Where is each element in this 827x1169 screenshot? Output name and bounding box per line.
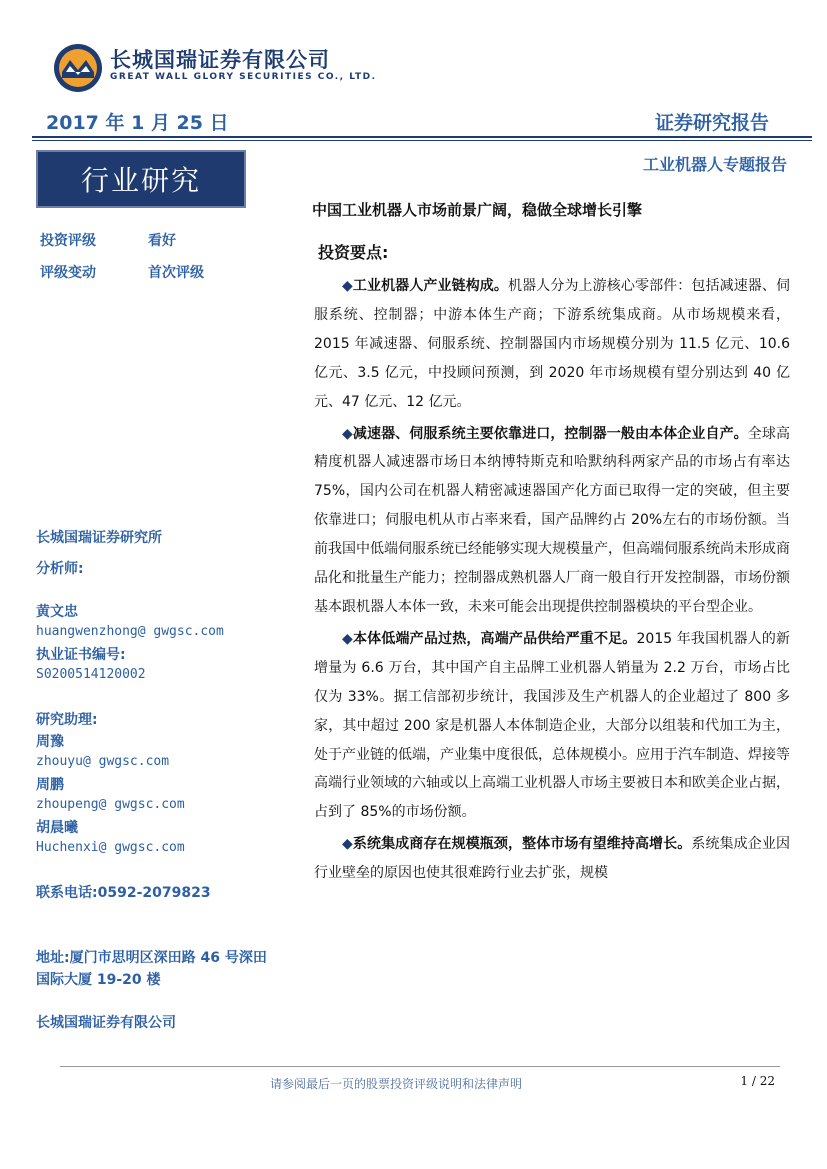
rating-value: 看好 <box>148 233 176 249</box>
rating-change-value: 首次评级 <box>148 265 204 281</box>
paragraph-lead: 工业机器人产业链构成。 <box>352 278 509 294</box>
assistant-2-email: zhoupeng@ gwgsc.com <box>36 797 185 812</box>
paragraph <box>314 272 790 417</box>
assistant-1-email: zhouyu@ gwgsc.com <box>36 754 170 769</box>
category-banner-label: 行业研究 <box>80 164 201 197</box>
paragraph-lead: 系统集成商存在规模瓶颈，整体市场有望维持高增长。 <box>352 836 692 853</box>
company-logo <box>52 42 104 94</box>
analyst-email: huangwenzhong@ gwgsc.com <box>36 624 224 639</box>
report-type: 证券研究报告 <box>654 112 769 134</box>
assistant-1-name: 周豫 <box>36 734 64 750</box>
company-name-cn: 长城国瑞证券有限公司 <box>110 48 330 72</box>
report-title: 中国工业机器人市场前景广阔，稳做全球增长引擎 <box>312 201 643 219</box>
paragraph-lead: 减速器、伺服系统主要依靠进口，控制器一般由本体企业自产。 <box>352 425 748 442</box>
report-subtitle: 工业机器人专题报告 <box>642 155 787 174</box>
paragraph-lead: 本体低端产品过热，高端产品供给严重不足。 <box>352 630 637 647</box>
contact-address: 地址:厦门市思明区深田路 46 号深田国际大厦 19-20 楼 <box>36 950 267 988</box>
contact-phone: 联系电话:0592-2079823 <box>36 885 211 901</box>
section-heading: 投资要点: <box>318 243 389 262</box>
footer-divider <box>60 1066 780 1067</box>
paragraph <box>314 420 790 622</box>
sidebar-company: 长城国瑞证券有限公司 <box>36 1015 176 1031</box>
header-divider-thin <box>32 140 812 141</box>
diamond-bullet-icon: ◆ <box>342 836 353 853</box>
paragraph-text: 2015 年我国机器人的新增量为 6.6 万台，其中国产自主品牌工业机器人销量为 2.2 万台，市场占比仅为 33%。据工信部初步统计，我国涉及生产机器人的企业超过了 800 多家，其中超过 200 家是机器人本体制造企业，大部分以组装和代加工为主，处于产业链的低端，产业集中度很低，总体规模小。应用于汽车制造、焊接等高端行业领域的六轴或以上高端工业机器人市场主要被日本和欧美企业占据，占到了 85%的市场份额。 <box>314 630 790 821</box>
header-divider <box>32 136 812 138</box>
paragraph-text: 系统集成企业因行业壁垒的原因也使其很难跨行业去扩张，规模 <box>314 836 790 882</box>
cert-number: S0200514120002 <box>36 667 146 682</box>
assistant-2-name: 周鹏 <box>36 777 64 793</box>
rating-label: 投资评级 <box>40 233 96 249</box>
body-text <box>314 272 790 891</box>
paragraph <box>314 830 790 888</box>
page-number: 1 / 22 <box>740 1074 775 1088</box>
analyst-label: 分析师: <box>36 561 84 577</box>
category-banner <box>36 150 246 208</box>
company-name-en: GREAT WALL GLORY SECURITIES CO., LTD. <box>110 72 377 82</box>
analyst-name: 黄文忠 <box>36 604 78 620</box>
paragraph <box>314 625 790 827</box>
paragraph-text: 机器人分为上游核心零部件：包括减速器、伺服系统、控制器；中游本体生产商；下游系统集成商。从市场规模来看，2015 年减速器、伺服系统、控制器国内市场规模分别为 11.5 亿元、10.6 亿元、3.5 亿元，中投顾问预测，到 2020 年市场规模有望分别达到 40 亿元、47 亿元、12 亿元。 <box>314 278 791 410</box>
rating-change-label: 评级变动 <box>40 265 96 281</box>
assistant-label: 研究助理: <box>36 712 98 728</box>
footer-disclaimer: 请参阅最后一页的股票投资评级说明和法律声明 <box>270 1077 523 1091</box>
assistant-3-name: 胡晨曦 <box>36 820 78 836</box>
diamond-bullet-icon: ◆ <box>342 425 353 442</box>
assistant-3-email: Huchenxi@ gwgsc.com <box>36 840 185 855</box>
institute-name: 长城国瑞证券研究所 <box>36 530 162 546</box>
cert-label: 执业证书编号: <box>36 647 126 663</box>
diamond-bullet-icon: ◆ <box>342 630 353 647</box>
diamond-bullet-icon: ◆ <box>342 278 353 294</box>
report-date: 2017 年 1 月 25 日 <box>46 112 229 134</box>
paragraph-text: 全球高精度机器人减速器市场日本纳博特斯克和哈默纳科两家产品的市场占有率达 75%，国内公司在机器人精密减速器国产化方面已取得一定的突破，但主要依靠进口；伺服电机从市占率来看，国产品牌约占 20%左右的市场份额。当前我国中低端伺服系统已经能够实现大规模量产，但高端伺服系统尚未形成商品化和批量生产能力；控制器成熟机器人厂商一般自行开发控制器，市场份额基本跟机器人本体一致，未来可能会出现提供控制器模块的平台型企业。 <box>314 425 790 615</box>
